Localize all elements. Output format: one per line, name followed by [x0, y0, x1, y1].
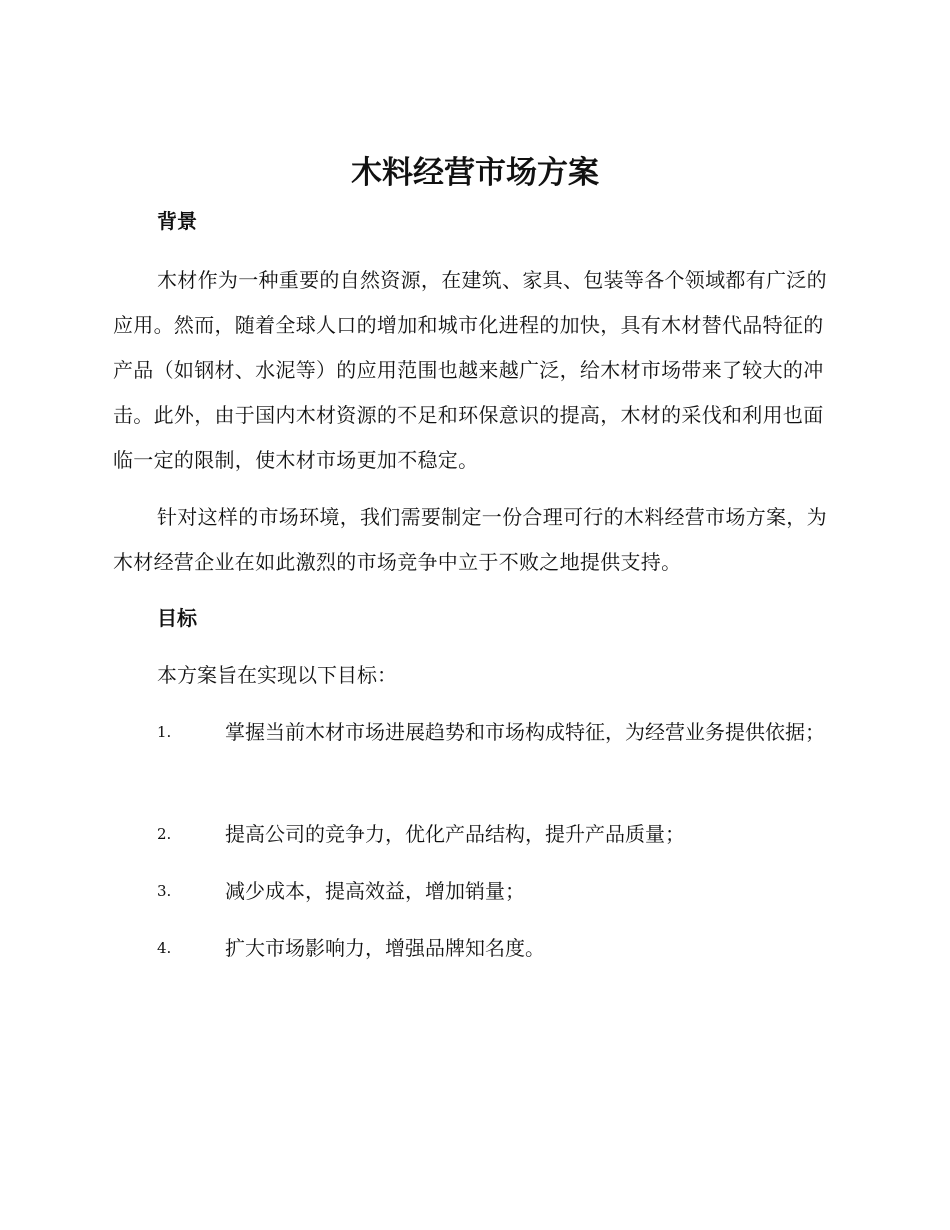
list-item-text: 提高公司的竞争力，优化产品结构，提升产品质量；: [225, 822, 685, 846]
goal-list-item: [113, 710, 838, 755]
section-heading-background: 背景: [157, 209, 197, 233]
goal-list-item: [113, 812, 838, 857]
document-title: 木料经营市场方案: [351, 155, 599, 191]
background-paragraph-1: 木材作为一种重要的自然资源，在建筑、家具、包装等各个领域都有广泛的应用。然而，随着全球人口的增加和城市化进程的加快，具有木材替代品特征的产品（如钢材、水泥等）的应用范围也越来越广泛，给木材市场带来了较大的冲击。此外，由于国内木材资源的不足和环保意识的提高，木材的采伐和利用也面临一定的限制，使木材市场更加不稳定。: [113, 268, 827, 472]
goals-intro: 本方案旨在实现以下目标：: [157, 663, 397, 687]
background-paragraph-2: 针对这样的市场环境，我们需要制定一份合理可行的木料经营市场方案，为木材经营企业在如此激烈的市场竞争中立于不败之地提供支持。: [113, 505, 827, 574]
list-item-text: 减少成本，提高效益，增加销量；: [225, 879, 525, 903]
list-item-text: 掌握当前木材市场进展趋势和市场构成特征，为经营业务提供依据；: [225, 720, 825, 744]
goal-list-item: [113, 869, 838, 914]
list-number: 2.: [157, 825, 172, 843]
list-number: 4.: [157, 939, 172, 957]
list-item-text: 扩大市场影响力，增强品牌知名度。: [225, 936, 545, 960]
goal-list-item: [113, 926, 838, 971]
list-number: 1.: [157, 723, 172, 741]
list-number: 3.: [157, 882, 172, 900]
section-heading-goals: 目标: [157, 606, 197, 630]
